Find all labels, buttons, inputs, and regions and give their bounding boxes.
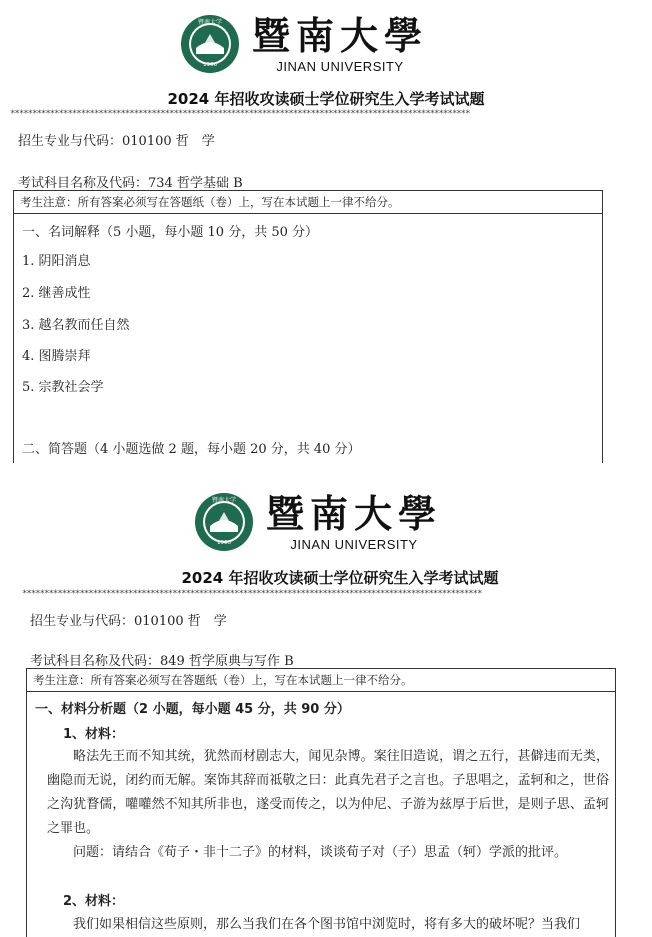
question-label: 1、材料：	[63, 727, 125, 742]
material-paragraph: 略法先王而不知其统，犹然而材剧志大，闻见杂博。案往旧造说，谓之五行，甚僻违而无类，幽隐而无说，闭约而无解。案饰其辞而祗敬之曰：此真先君子之言也。子思唱之，孟轲和之，世俗之沟犹瞀儒，嚾嚾然不知其所非也，遂受而传之，以为仲尼、子游为兹厚于后世，是则子思、孟轲之罪也。	[47, 749, 609, 836]
divider-stars: ********************************************************************************************************	[22, 589, 482, 599]
university-name-en: JINAN UNIVERSITY	[290, 537, 418, 552]
exam-page-1	[0, 0, 652, 463]
section-heading: 一、名词解释（5 小题，每小题 10 分，共 50 分）	[22, 225, 319, 240]
svg-text:暨南大学: 暨南大学	[197, 19, 223, 26]
university-header	[180, 14, 428, 74]
university-seal-icon	[194, 492, 254, 552]
subject-code: 考试科目名称及代码：734 哲学基础 B	[18, 176, 243, 191]
material-paragraph: 我们如果相信这些原则，那么当我们在各个图书馆中浏览时，将有多大的破坏呢？当我们	[73, 917, 581, 932]
list-item: 4. 图腾崇拜	[22, 349, 91, 364]
list-item: 1. 阴阳消息	[22, 254, 91, 269]
exam-title: 2024 年招收攻读硕士学位研究生入学考试试题	[181, 569, 499, 587]
question-box	[26, 668, 616, 937]
divider-stars: ********************************************************************************************************	[10, 109, 470, 119]
section-heading: 二、简答题（4 小题选做 2 题，每小题 20 分，共 40 分）	[22, 442, 361, 457]
svg-text:暨南大学: 暨南大学	[211, 497, 237, 504]
list-item: 5. 宗教社会学	[22, 380, 104, 395]
exam-notice: 考生注意：所有答案必须写在答题纸（卷）上，写在本试题上一律不给分。	[27, 669, 615, 692]
list-item: 3. 越名教而任自然	[22, 318, 130, 333]
university-name-cn: 暨南大學	[252, 13, 429, 58]
university-header	[194, 492, 442, 552]
question-prompt: 问题：请结合《荀子・非十二子》的材料，谈谈荀子对（子）思孟（轲）学派的批评。	[73, 845, 568, 860]
major-code: 招生专业与代码：010100 哲 学	[18, 134, 215, 149]
svg-text:1906: 1906	[217, 540, 231, 546]
exam-notice: 考生注意：所有答案必须写在答题纸（卷）上，写在本试题上一律不给分。	[14, 191, 602, 214]
svg-text:1906: 1906	[203, 62, 217, 68]
university-name-en: JINAN UNIVERSITY	[276, 59, 404, 74]
exam-page-2	[0, 478, 652, 937]
university-name-cn: 暨南大學	[266, 491, 443, 536]
list-item: 2. 继善成性	[22, 286, 91, 301]
question-label: 2、材料：	[63, 894, 125, 909]
question-box	[13, 190, 603, 463]
subject-code: 考试科目名称及代码：849 哲学原典与写作 B	[30, 654, 294, 669]
exam-title: 2024 年招收攻读硕士学位研究生入学考试试题	[167, 90, 485, 108]
major-code: 招生专业与代码：010100 哲 学	[30, 614, 227, 629]
section-heading: 一、材料分析题（2 小题，每小题 45 分，共 90 分）	[35, 702, 350, 717]
university-seal-icon	[180, 14, 240, 74]
